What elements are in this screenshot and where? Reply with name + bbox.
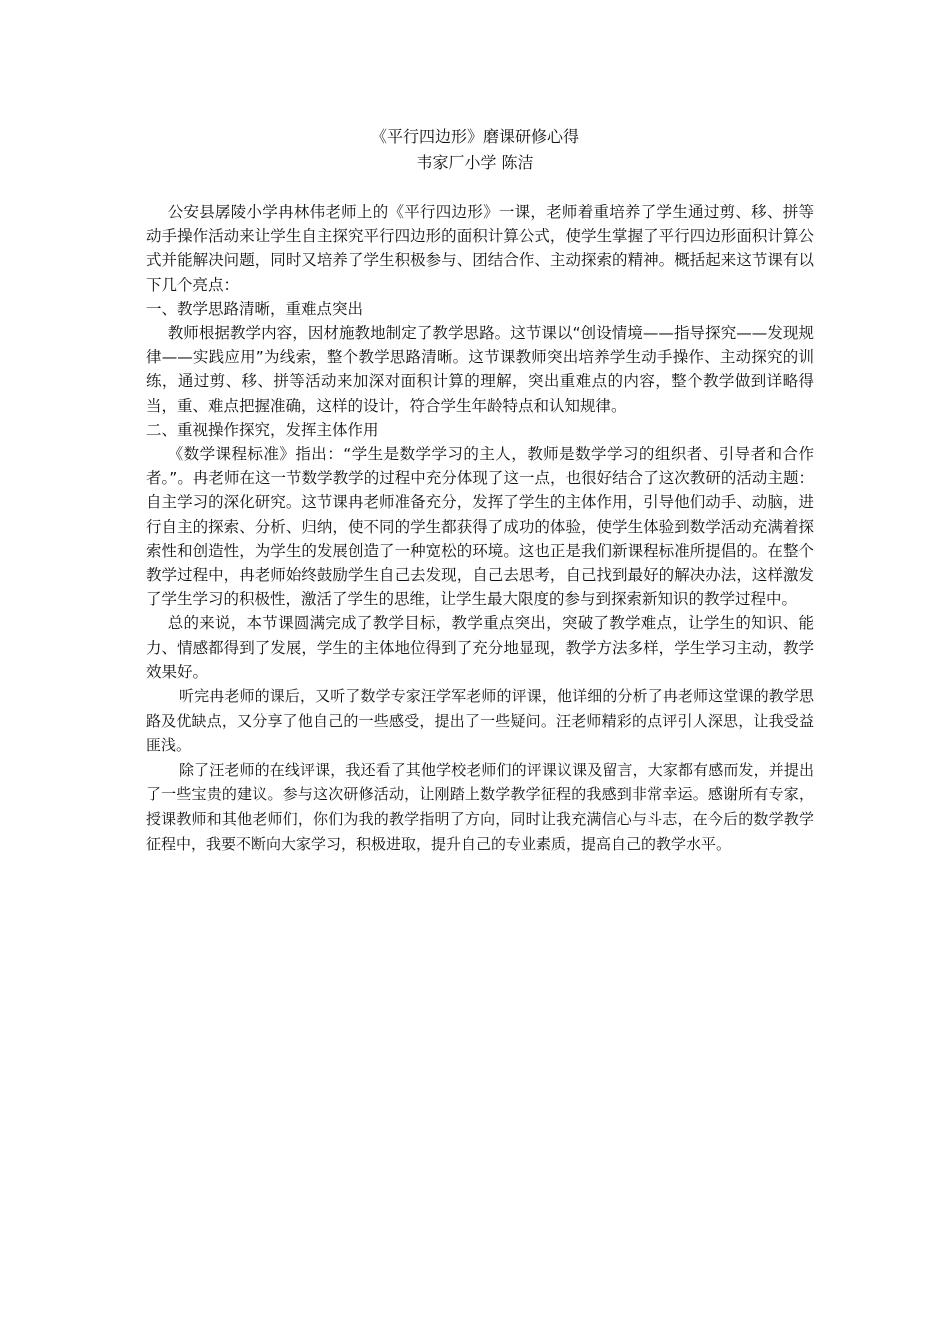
intro-paragraph: 公安县孱陵小学冉林伟老师上的《平行四边形》一课，老师着重培养了学生通过剪、移、拼等动手操作活动来让学生自主探究平行四边形的面积计算公式，使学生掌握了平行四边形面积计算公式并能解决问题，同时又培养了学生积极参与、团结合作、主动探索的精神。概括起来这节课有以下几个亮点： xyxy=(146,203,814,294)
review-paragraph: 听完冉老师的课后，又听了数学专家汪学军老师的评课，他详细的分析了冉老师这堂课的教学思路及优缺点，又分享了他自己的一些感受，提出了一些疑问。汪老师精彩的点评引人深思，让我受益匪浅。 xyxy=(146,687,814,755)
section-2-paragraph: 《数学课程标准》指出：“学生是数学学习的主人，教师是数学学习的组织者、引导者和合作者。”。冉老师在这一节数学教学的过程中充分体现了这一点，也很好结合了这次教研的活动主题：自主学习的深化研究。这节课冉老师准备充分，发挥了学生的主体作用，引导他们动手、动脑，进行自主的探索、分析、归纳，使不同的学生都获得了成功的体验，使学生体验到数学活动充满着探索性和创造性，为学生的发展创造了一种宽松的环境。这也正是我们新课程标准所提倡的。在整个教学过程中，冉老师始终鼓励学生自己去发现，自己去思考，自己找到最好的解决办法，这样激发了学生学习的积极性，激活了学生的思维，让学生最大限度的参与到探索新知识的教学过程中。 xyxy=(146,445,814,609)
section-heading-2: 二、重视操作探究，发挥主体作用 xyxy=(146,420,379,439)
document-author: 韦家厂小学 陈洁 xyxy=(416,153,534,172)
section-heading-1: 一、教学思路清晰，重难点突出 xyxy=(146,299,364,318)
document-body xyxy=(146,200,814,856)
closing-paragraph: 除了汪老师的在线评课，我还看了其他学校老师们的评课议课及留言，大家都有感而发，并提出了一些宝贵的建议。参与这次研修活动，让刚踏上数学教学征程的我感到非常幸运。感谢所有专家，授课教师和其他老师们，你们为我的教学指明了方向，同时让我充满信心与斗志，在今后的数学教学征程中，我要不断向大家学习，积极进取，提升自己的专业素质，提高自己的教学水平。 xyxy=(146,760,814,853)
document-title: 《平行四边形》磨课研修心得 xyxy=(370,127,579,146)
section-1-paragraph: 教师根据教学内容，因材施教地制定了教学思路。这节课以“创设情境——指导探究——发现规律——实践应用”为线索，整个教学思路清晰。这节课教师突出培养学生动手操作、主动探究的训练，通过剪、移、拼等活动来加深对面积计算的理解，突出重难点的内容，整个教学做到详略得当，重、难点把握准确，这样的设计，符合学生年龄特点和认知规律。 xyxy=(146,324,814,415)
summary-paragraph: 总的来说，本节课圆满完成了教学目标，教学重点突出，突破了教学难点，让学生的知识、能力、情感都得到了发展，学生的主体地位得到了充分地显现，教学方法多样，学生学习主动，教学效果好。 xyxy=(146,614,814,681)
